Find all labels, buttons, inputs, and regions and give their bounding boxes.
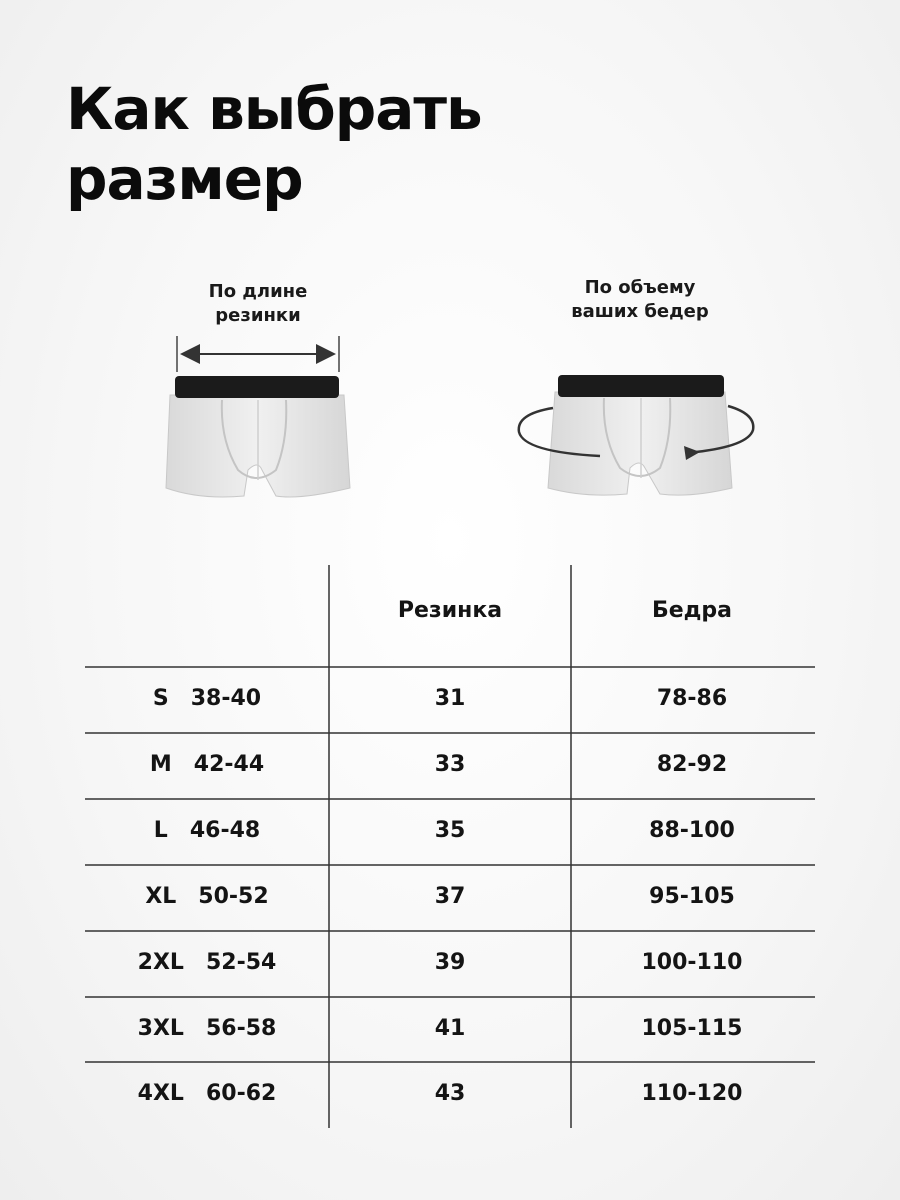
waistband-value: 33 (434, 752, 466, 777)
header-waistband: Резинка (397, 598, 503, 623)
size-cell (85, 816, 329, 846)
size-range: 42-44 (193, 752, 265, 777)
hips-value: 105-115 (641, 1016, 743, 1041)
waistband-value: 43 (434, 1081, 466, 1106)
waistband-value: 31 (434, 686, 466, 711)
waistband-value: 37 (434, 884, 466, 909)
size-letter: 4XL (137, 1081, 184, 1106)
hips-label-line-2: ваших бедер (571, 301, 709, 322)
title-line-1: Как выбрать (66, 75, 482, 143)
hips-label-line-1: По объему (584, 277, 696, 298)
size-letter: L (153, 818, 168, 843)
size-range: 52-54 (205, 950, 277, 975)
waistband-value: 41 (434, 1016, 466, 1041)
size-cell (85, 1014, 329, 1044)
size-letter: M (149, 752, 172, 777)
size-cell (85, 684, 329, 714)
size-letter: XL (145, 884, 177, 909)
size-letter: 2XL (137, 950, 184, 975)
size-range: 60-62 (205, 1081, 277, 1106)
size-range: 56-58 (205, 1016, 277, 1041)
size-range: 38-40 (190, 686, 262, 711)
size-cell (85, 948, 329, 978)
size-cell (85, 750, 329, 780)
size-range: 46-48 (189, 818, 261, 843)
hips-value: 110-120 (641, 1081, 743, 1106)
size-letter: 3XL (137, 1016, 184, 1041)
hips-value: 100-110 (641, 950, 743, 975)
size-letter: S (152, 686, 169, 711)
waist-label-line-2: резинки (215, 305, 301, 326)
waist-label-line-1: По длине (208, 281, 308, 302)
waistband-value: 39 (434, 950, 466, 975)
hips-value: 95-105 (649, 884, 735, 909)
hips-value: 88-100 (649, 818, 735, 843)
header-hips: Бедра (651, 598, 733, 623)
size-cell (85, 1079, 329, 1109)
title-line-2: размер (66, 145, 303, 213)
waistband-value: 35 (434, 818, 466, 843)
hips-value: 82-92 (656, 752, 728, 777)
size-cell (85, 882, 329, 912)
hips-value: 78-86 (656, 686, 728, 711)
size-range: 50-52 (198, 884, 269, 909)
